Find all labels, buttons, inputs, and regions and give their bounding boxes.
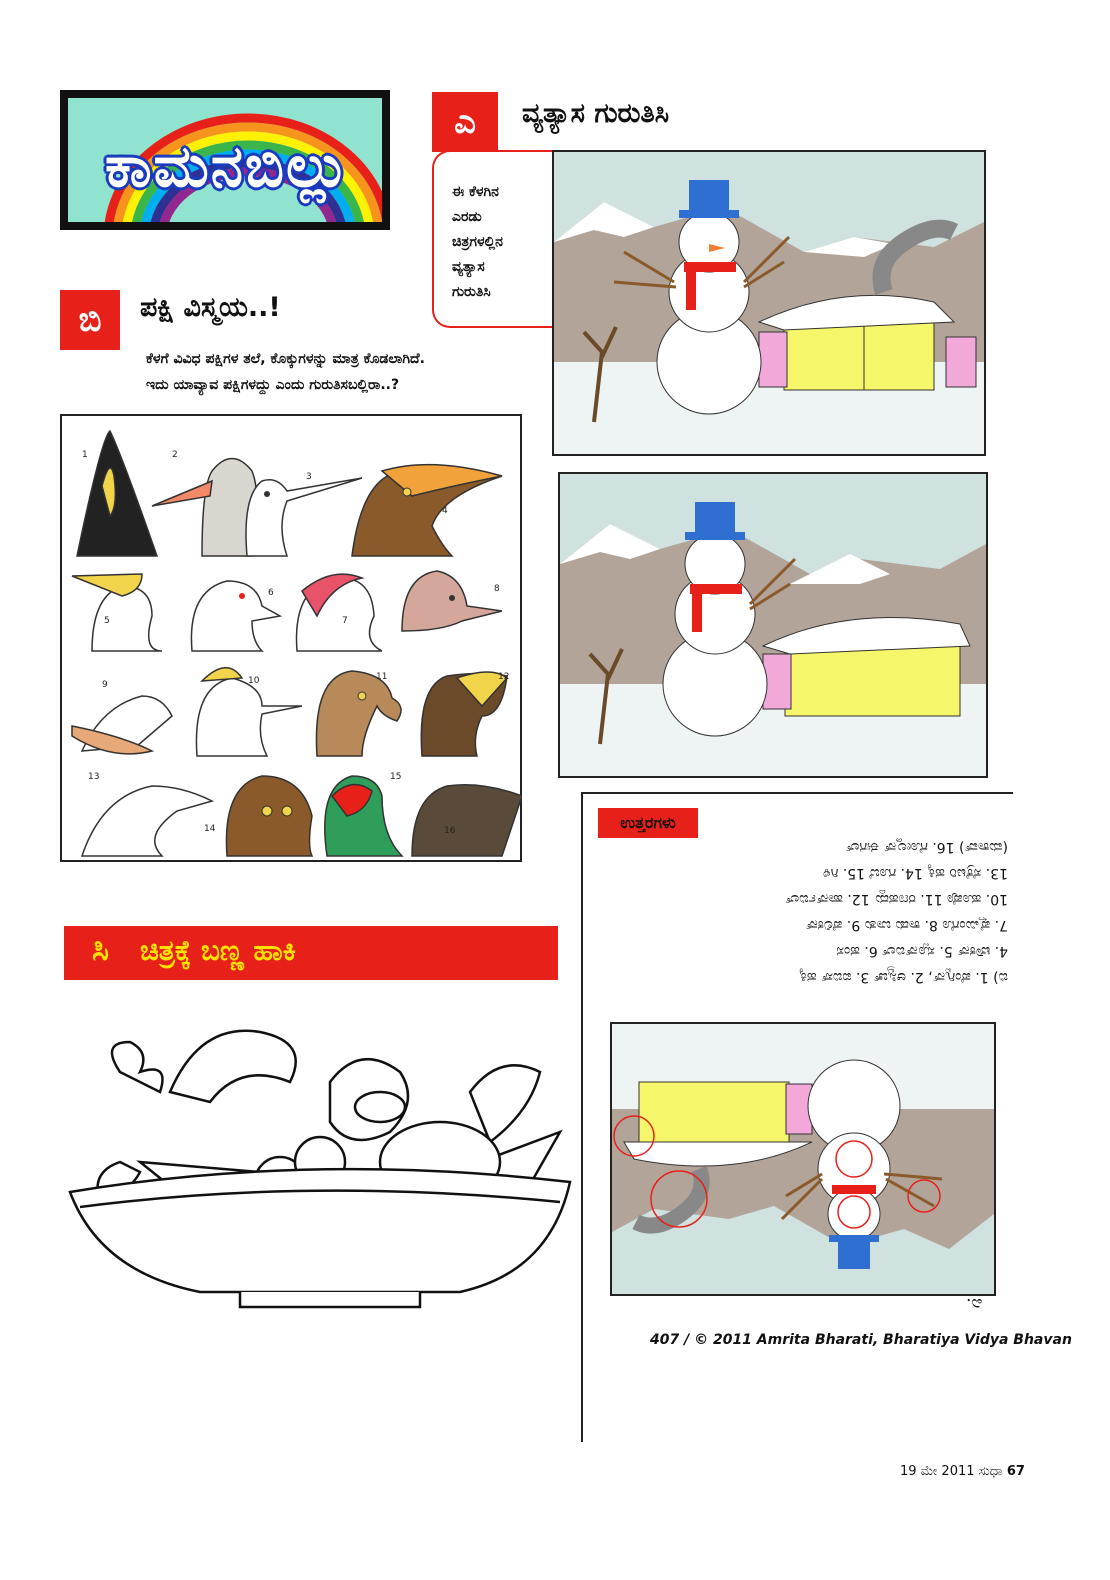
instruction-line: ಚಿತ್ರಗಳಲ್ಲಿನ — [452, 234, 503, 250]
bird-number: 15 — [390, 772, 402, 782]
answer-picture-label: ಎ. — [966, 1294, 983, 1314]
bird-heads-panel — [60, 414, 522, 862]
snowman-scene-illustration — [554, 152, 984, 454]
section-c-banner — [64, 926, 558, 980]
answer-line: 7. ಫ್ಲೆಮಿಂಗೊ 8. ಕಾಡು ಬಾತು 9. ಪೆಲಿಕನ್ — [805, 917, 1008, 933]
bird-number: 2 — [172, 450, 178, 460]
footer-page-number: 67 — [1006, 1464, 1025, 1479]
intro-line: ಇದು ಯಾವ್ಯಾವ ಪಕ್ಷಿಗಳದ್ದು ಎಂದು ಗುರುತಿಸಬಲ್ಲಿರಾ..? — [146, 377, 400, 393]
section-b-heading: ಪಕ್ಷಿ ವಿಸ್ಮಯ..! — [140, 292, 281, 323]
intro-line: ಕೆಳಗೆ ವಿವಿಧ ಪಕ್ಷಿಗಳ ತಲೆ, ಕೊಕ್ಕುಗಳನ್ನು ಮಾತ್ರ ಕೊಡಲಾಗಿದೆ. — [146, 351, 425, 367]
bird-number: 5 — [104, 616, 110, 626]
instruction-line: ವ್ಯತ್ಯಾಸ — [452, 259, 485, 275]
snowman-scene-illustration — [560, 474, 986, 776]
answer-line: 4. ಟೌಕನ್ 5. ಸ್ಪೂನ್‌ಬಿಲ್ 6. ಹಂಸ — [836, 943, 1008, 959]
answer-line: 13. ಸೆಕ್ರೆಟರಿ ಹಕ್ಕಿ 14. ಗೂಬೆ 15. ಗಿಳಿ — [823, 865, 1008, 881]
bird-number: 6 — [268, 588, 274, 598]
instruction-text — [452, 180, 552, 305]
section-c-heading: ಚಿತ್ರಕ್ಕೆ ಬಣ್ಣ ಹಾಕಿ — [140, 934, 296, 967]
bird-number: 3 — [306, 472, 312, 482]
answer-line: (ಮಕಾವ್) 16. ಗೋಲ್ಡನ್ ಈಗಲ್ — [845, 839, 1008, 855]
instruction-line: ಈ ಕೆಳಗಿನ — [452, 184, 499, 200]
footer-magazine: ಸುಧಾ — [978, 1464, 1003, 1479]
bird-number: 10 — [248, 676, 260, 686]
answers-top-rule — [581, 792, 1013, 794]
bird-number: 11 — [376, 672, 388, 682]
section-a-tag: ಎ — [432, 92, 498, 152]
bird-number: 9 — [102, 680, 108, 690]
section-b-intro — [146, 346, 546, 398]
bird-number: 16 — [444, 826, 456, 836]
answers-label: ಉತ್ತರಗಳು — [598, 808, 698, 838]
section-b-tag: ಬಿ — [60, 290, 120, 350]
answers-text-upside-down — [668, 820, 1008, 990]
page-footer — [900, 1464, 1025, 1479]
masthead — [60, 90, 390, 230]
masthead-title: ಕಾಮನಬಿಲ್ಲು — [105, 132, 351, 200]
column-divider — [581, 792, 583, 1442]
answer-line: 10. ಹೂಪೊ 11. ರಣಹದ್ದು 12. ಹಾರ್ನ್‌ಬಿಲ್ — [785, 891, 1008, 907]
snowman-answer-illustration — [612, 1024, 994, 1294]
bird-number: 1 — [82, 450, 88, 460]
section-a-heading: ವ್ಯತ್ಯಾಸ ಗುರುತಿಸಿ — [522, 98, 670, 129]
answer-picture-upside-down — [610, 1022, 996, 1296]
snowman-picture-bottom — [558, 472, 988, 778]
bird-number: 12 — [498, 672, 510, 682]
bird-number: 8 — [494, 584, 500, 594]
bird-number: 13 — [88, 772, 100, 782]
credit-line: 407 / © 2011 Amrita Bharati, Bharatiya Vidya Bhavan — [650, 1332, 1072, 1348]
masthead-background — [68, 98, 382, 222]
instruction-line: ಗುರುತಿಸಿ — [452, 284, 491, 300]
bird-heads-illustration — [62, 416, 522, 862]
bird-number: 4 — [442, 506, 448, 516]
footer-date: 19 ಮೇ 2011 — [900, 1464, 975, 1479]
bird-number: 7 — [342, 616, 348, 626]
bird-number: 14 — [204, 824, 216, 834]
section-c-tag: ಸಿ — [92, 930, 109, 968]
instruction-line: ಎರಡು — [452, 209, 482, 225]
vegetable-bowl-coloring-illustration — [60, 1012, 580, 1312]
snowman-picture-top — [552, 150, 986, 456]
answer-line: ಬಿ) 1. ಪೆಂಗ್ವಿನ್, 2. ಆಸ್ಟ್ರಿಚ್ 3. ಐಬಿಸ್ ಹಕ್ಕಿ — [799, 969, 1008, 985]
